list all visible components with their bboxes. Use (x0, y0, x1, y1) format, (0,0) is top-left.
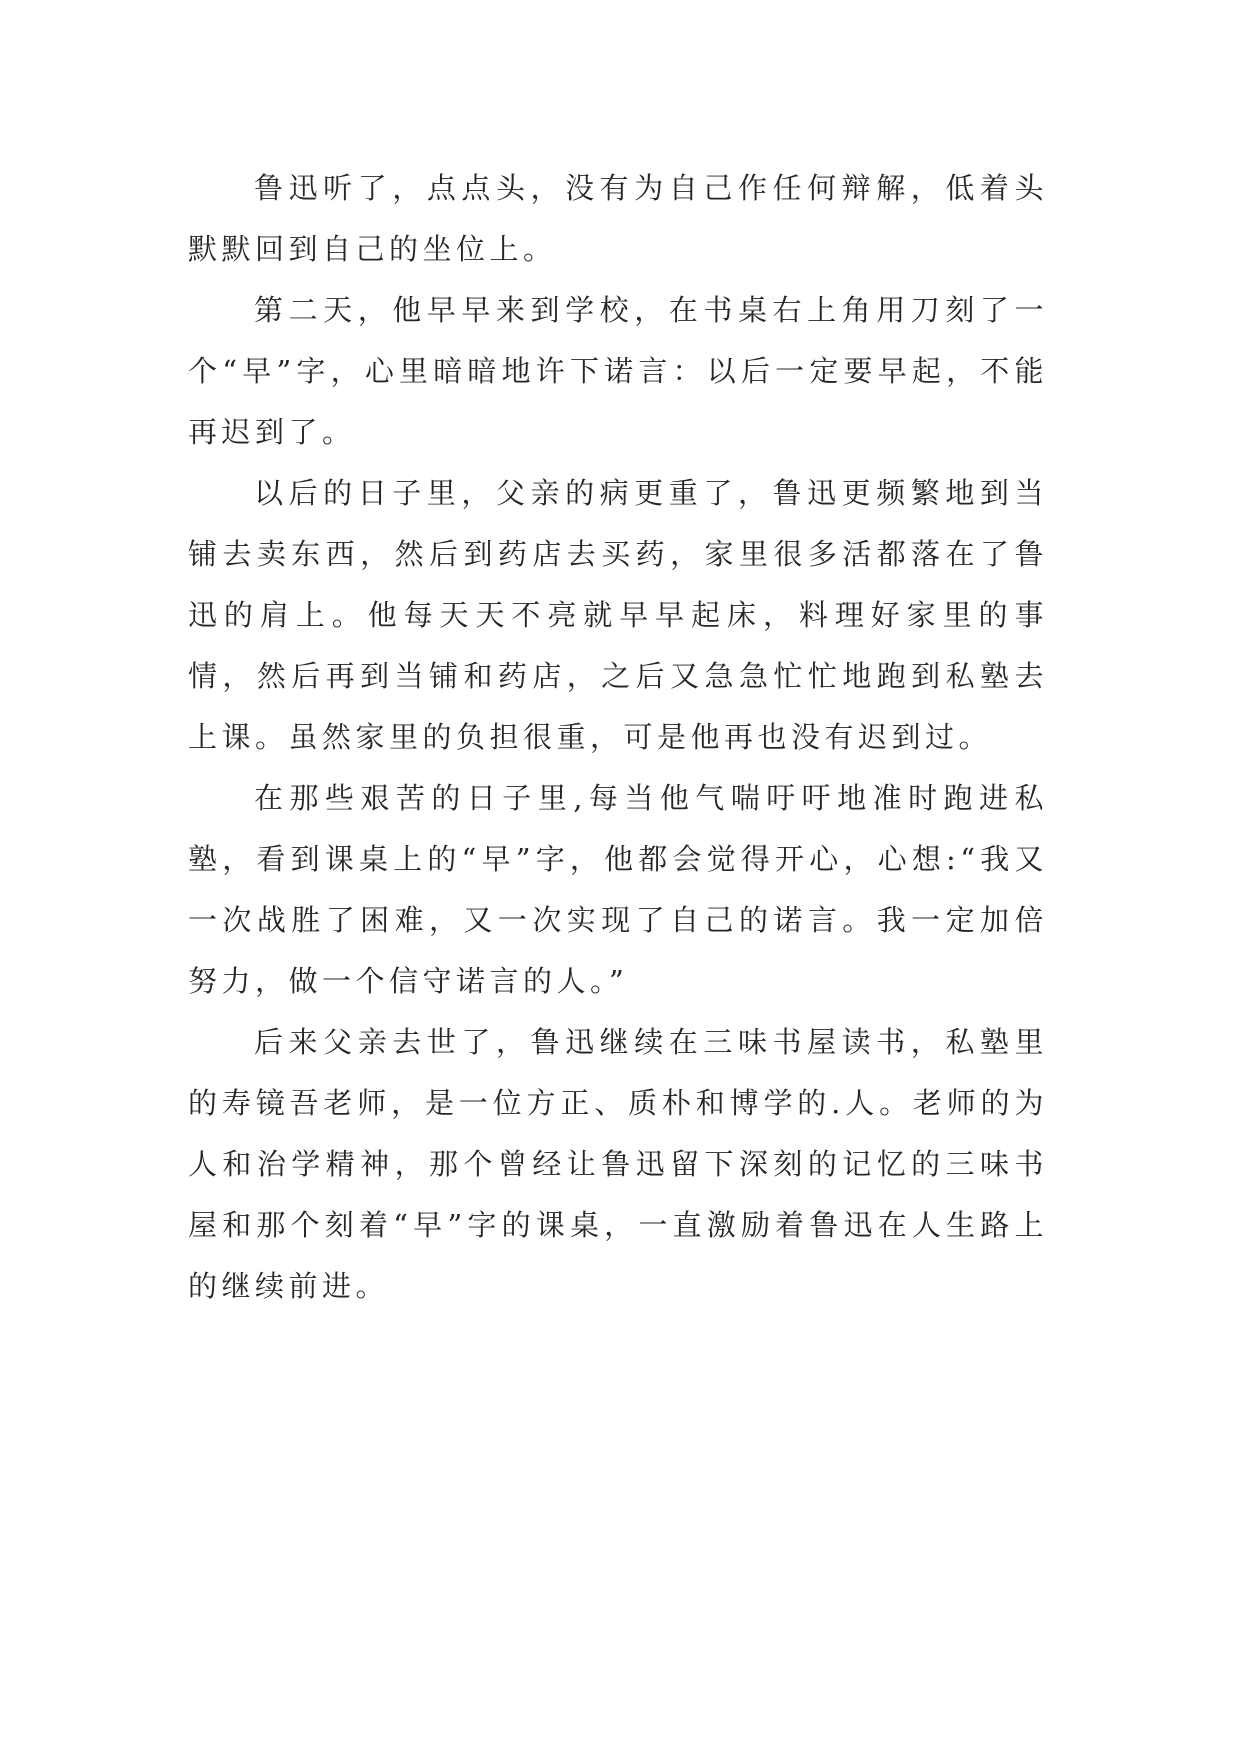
paragraph-5: 后来父亲去世了，鲁迅继续在三味书屋读书，私塾里的寿镜吾老师，是一位方正、质朴和博学的.人。老师的为人和治学精神，那个曾经让鲁迅留下深刻的记忆的三味书屋和那个刻着“早”字的课桌，一直激励着鲁迅在人生路上的继续前进。 (188, 1025, 1048, 1303)
body-text (188, 158, 1048, 1317)
paragraph-1: 鲁迅听了，点点头，没有为自己作任何辩解，低着头默默回到自己的坐位上。 (188, 171, 1048, 266)
paragraph-3: 以后的日子里，父亲的病更重了，鲁迅更频繁地到当铺去卖东西，然后到药店去买药，家里很多活都落在了鲁迅的肩上。他每天天不亮就早早起床，料理好家里的事情，然后再到当铺和药店，之后又急急忙忙地跑到私塾去上课。虽然家里的负担很重，可是他再也没有迟到过。 (188, 476, 1048, 754)
paragraph-2: 第二天，他早早来到学校，在书桌右上角用刀刻了一个“早”字，心里暗暗地许下诺言：以后一定要早起，不能再迟到了。 (188, 293, 1048, 449)
paragraph-4: 在那些艰苦的日子里,每当他气喘吁吁地准时跑进私塾，看到课桌上的“早”字，他都会觉得开心，心想:“我又一次战胜了困难，又一次实现了自己的诺言。我一定加倍努力，做一个信守诺言的人。” (188, 781, 1048, 998)
